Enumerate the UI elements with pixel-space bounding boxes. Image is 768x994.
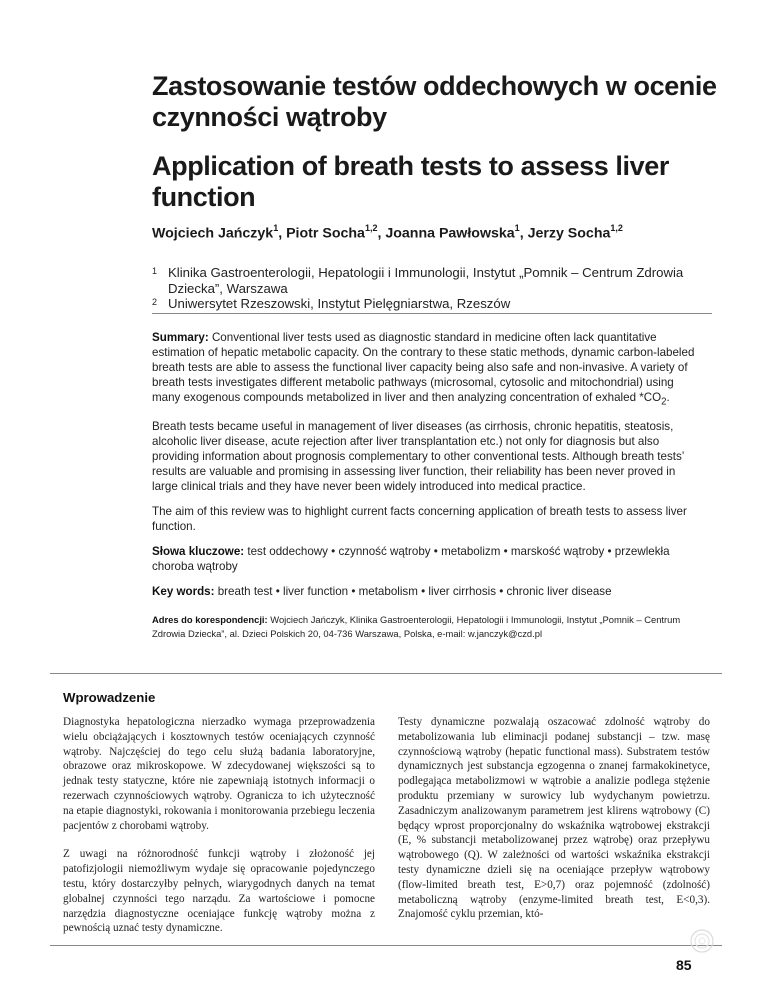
abstract-paragraph: Breath tests became useful in management of liver diseases (as cirrhosis, chronic hepatitis, steatosis, alcoholic liver disease, acute rejection after liver transplantation etc.) not only for diagnosis but also providing information about prognosis complementary to other conventional tests. Although breath tests’ results are valuable and promising in assessing liver function, their reliability has been never proved in large clinical trials and they have never been widely introduced into medical practice. [152, 420, 684, 494]
keywords-english-text: breath test • liver function • metabolism • liver cirrhosis • chronic liver disease [217, 585, 612, 599]
abstract-summary [152, 330, 697, 409]
header-divider [152, 313, 712, 314]
correspondence [152, 613, 697, 641]
author-name: Wojciech Jańczyk [152, 225, 274, 242]
author-name: Joanna Pawłowska [385, 225, 515, 242]
author-affiliation-mark: 1 [514, 223, 520, 233]
summary-label: Summary: [152, 331, 209, 344]
affiliation-item [152, 296, 732, 312]
title-polish: Zastosowanie testów oddechowych w ocenie czynności wątroby [152, 71, 717, 132]
body-paragraph: Testy dynamiczne pozwalają oszacować zdolność wątroby do metabolizowania lub eliminacji podanej substancji – tzw. masę czynnościową wątroby (hepatic functional mass). Substratem testów dynamicznych jest substancja egzogenna o znanej farmakokinetyce, podlegająca metabolizmowi w wątrobie a analizie podlega stężenie produktu przemiany w surowicy lub wydychanym powietrzu. Zasadniczym analizowanym parametrem jest klirens wątrobowy (C) będący wprost proporcjonalny do wskaźnika wątrobowej ekstrakcji (E, % substancji metabolizowanej przez wątrobę) oraz przepływu wątrobowego (Q). W zależności od wartości wskaźnika ekstrakcji testy dynamiczne dzieli się na oceniające przepływ wątrobowy (flow-limited breath test, E>0,7) oraz pojemność (zdolność) metaboliczną wątroby (enzyme-limited breath test, E<0,3). Znajomość cyklu przemian, któ- [398, 716, 710, 921]
keywords-english-label: Key words: [152, 585, 215, 599]
affiliation-item [152, 265, 732, 296]
correspondence-text: Wojciech Jańczyk, Klinika Gastroenterologii, Hepatologii i Immunologii, Instytut „Pomnik – Centrum Zdrowia Dziecka”, al. Dzieci Polskich 20, 04-736 Warszawa, Polska, e-mail: w.janczyk@czd.pl [152, 614, 681, 640]
body-column-left [63, 715, 375, 950]
affiliation-number: 1 [152, 266, 158, 276]
section-heading: Wprowadzenie [63, 690, 156, 705]
footer-divider [50, 945, 722, 946]
body-paragraph: Diagnostyka hepatologiczna nierzadko wymaga przeprowadzenia wielu obciążających i kosztownych testów oceniających czynność wątroby. Najczęściej do tego celu służą badania laboratoryjne, obrazowe oraz mikroskopowe. W zdecydowanej większości są to jednak testy statyczne, które nie zapewniają istotnych informacji o rezerwach czynnościowych wątroby. Ogranicza to ich użyteczność na etapie diagnostyki, rokowania i monitorowania przebiegu leczenia pacjentów z chorobami wątroby. [63, 716, 375, 832]
author-affiliation-mark: 1,2 [610, 223, 623, 233]
correspondence-label: Adres do korespondencji: [152, 614, 268, 626]
affiliation-text: Klinika Gastroenterologii, Hepatologii i Immunologii, Instytut „Pomnik – Centrum Zdrowia Dziecka”, Warszawa [168, 265, 684, 296]
affiliation-text: Uniwersytet Rzeszowski, Instytut Pielęgniarstwa, Rzeszów [168, 296, 511, 311]
journal-logo-icon [687, 926, 717, 956]
summary-text: Conventional liver tests used as diagnostic standard in medicine often lack quantitative estimation of hepatic metabolic capacity. On the contrary to these static methods, dynamic carbon-labeled breath tests are able to assess the functional liver capacity being also safe and non-invasive. A variety of breath tests investigates different metabolic pathways (microsomal, cytosolic and mitochondrial) using many exogenous compounds metabolized in liver and then analyzing concentration of exhaled *CO [152, 331, 695, 404]
keywords-polish-text: test oddechowy • czynność wątroby • metabolizm • marskość wątroby • przewlekła choroba wątroby [152, 545, 670, 574]
keywords-english [152, 584, 697, 599]
abstract-paragraph: The aim of this review was to highlight current facts concerning application of breath tests to assess liver function. [152, 505, 687, 534]
summary-end: . [666, 391, 670, 404]
affiliation-number: 2 [152, 297, 158, 307]
keywords-polish [152, 544, 697, 574]
summary-subscript: 2 [661, 396, 667, 408]
affiliations [152, 265, 732, 312]
author-name: Jerzy Socha [527, 225, 611, 242]
keywords-polish-label: Słowa kluczowe: [152, 545, 245, 559]
author-name: Piotr Socha [286, 225, 365, 242]
author-list: Wojciech Jańczyk$^1$, Piotr Socha$^{1,2}$, Joanna Pawłowska$^1$, Jerzy Socha$^{1,2}$ [152, 223, 623, 242]
title-english: Application of breath tests to assess liver function [152, 151, 669, 212]
body-column-right [398, 715, 710, 936]
abstract-divider [50, 673, 722, 674]
author-affiliation-mark: 1,2 [364, 223, 378, 233]
body-paragraph: Z uwagi na różnorodność funkcji wątroby i złożoność jej patofizjologii niemożliwym wydaje się opracowanie pojedynczego testu, który dostarczyłby pełnych, wiarygodnych danych na temat globalnej czynności tego narządu. Za wartościowe i pomocne narzędzia diagnostyczne oceniające funkcję wątroby można z pewnością uznać testy dynamiczne. [63, 848, 375, 935]
page-number: 85 [676, 957, 692, 973]
abstract [152, 330, 697, 651]
author-affiliation-mark: 1 [273, 223, 279, 233]
